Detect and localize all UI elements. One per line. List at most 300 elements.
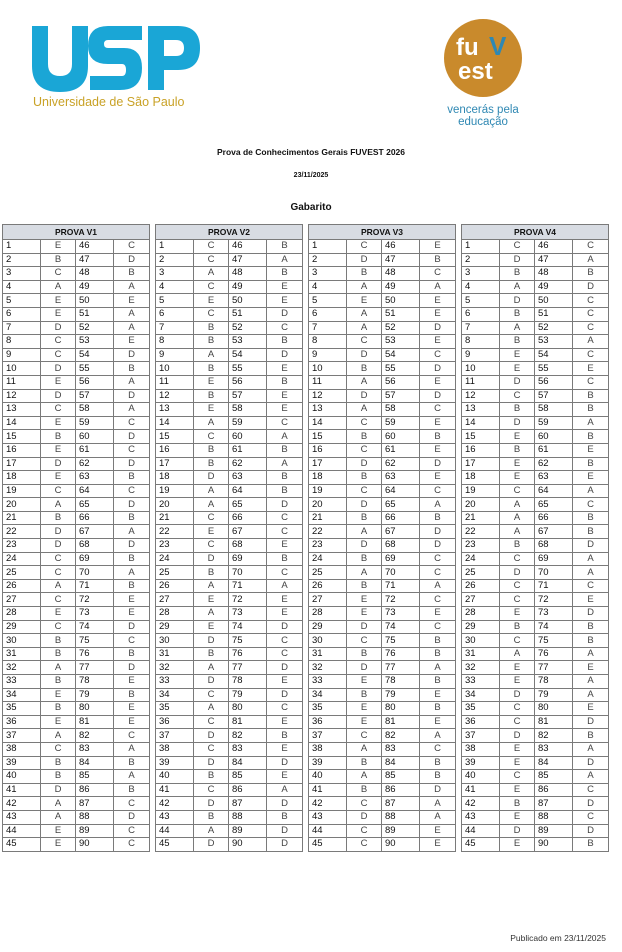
- answer-letter: C: [194, 240, 229, 254]
- question-number: 70: [76, 566, 114, 580]
- question-number: 11: [462, 375, 500, 389]
- question-number: 67: [382, 525, 420, 539]
- table-row: [156, 335, 303, 349]
- question-number: 88: [535, 810, 573, 824]
- question-number: 52: [535, 321, 573, 335]
- answer-letter: C: [573, 240, 609, 254]
- answer-letter: C: [573, 321, 609, 335]
- table-row: [156, 267, 303, 281]
- fuvest-slogan-line1: vencerás pela: [447, 104, 519, 116]
- table-row: [3, 280, 150, 294]
- table-row: [3, 484, 150, 498]
- table-row: [156, 593, 303, 607]
- question-number: 60: [76, 430, 114, 444]
- table-row: [156, 770, 303, 784]
- table-row: [156, 362, 303, 376]
- table-row: [309, 321, 456, 335]
- table-row: [156, 783, 303, 797]
- question-number: 6: [156, 307, 194, 321]
- answer-letter: C: [267, 416, 303, 430]
- question-number: 19: [3, 484, 41, 498]
- question-number: 16: [309, 443, 347, 457]
- question-number: 4: [462, 280, 500, 294]
- question-number: 73: [382, 607, 420, 621]
- question-number: 77: [229, 661, 267, 675]
- question-number: 45: [462, 838, 500, 852]
- table-row: [462, 810, 609, 824]
- question-number: 87: [229, 797, 267, 811]
- answer-letter: D: [347, 661, 382, 675]
- question-number: 53: [76, 335, 114, 349]
- table-row: [3, 457, 150, 471]
- question-number: 56: [76, 375, 114, 389]
- table-row: [3, 579, 150, 593]
- question-number: 63: [382, 471, 420, 485]
- answer-letter: B: [573, 838, 609, 852]
- answer-letter: E: [500, 362, 535, 376]
- answer-letter: C: [420, 484, 456, 498]
- question-number: 69: [229, 552, 267, 566]
- table-row: [462, 620, 609, 634]
- answer-letter: A: [420, 579, 456, 593]
- question-number: 25: [309, 566, 347, 580]
- answer-letter: B: [420, 702, 456, 716]
- table-row: [309, 511, 456, 525]
- question-number: 37: [462, 729, 500, 743]
- table-row: [462, 824, 609, 838]
- question-number: 2: [156, 253, 194, 267]
- question-number: 66: [535, 511, 573, 525]
- answer-letter: C: [420, 593, 456, 607]
- document-heading: Gabarito: [290, 202, 332, 213]
- answer-letter: E: [267, 539, 303, 553]
- answer-letter: D: [347, 498, 382, 512]
- answer-letter: D: [194, 675, 229, 689]
- question-number: 17: [309, 457, 347, 471]
- question-number: 20: [462, 498, 500, 512]
- answer-letter: C: [500, 715, 535, 729]
- answer-letter: A: [194, 348, 229, 362]
- answer-letter: B: [420, 511, 456, 525]
- answer-letter: B: [267, 443, 303, 457]
- table-row: [156, 702, 303, 716]
- answer-letter: C: [41, 484, 76, 498]
- question-number: 67: [76, 525, 114, 539]
- table-row: [462, 566, 609, 580]
- question-number: 86: [76, 783, 114, 797]
- answer-letter: B: [267, 484, 303, 498]
- prova-title: PROVA V3: [309, 225, 456, 240]
- answer-letter: B: [41, 770, 76, 784]
- question-number: 83: [382, 742, 420, 756]
- question-number: 37: [156, 729, 194, 743]
- table-row: [3, 240, 150, 254]
- answer-letter: A: [500, 511, 535, 525]
- table-row: [156, 810, 303, 824]
- table-row: [156, 620, 303, 634]
- question-number: 32: [309, 661, 347, 675]
- answer-letter: D: [420, 783, 456, 797]
- answer-letter: B: [114, 688, 150, 702]
- table-row: [462, 525, 609, 539]
- answer-letter: E: [500, 607, 535, 621]
- table-row: [156, 403, 303, 417]
- answer-letter: A: [347, 280, 382, 294]
- question-number: 48: [229, 267, 267, 281]
- question-number: 89: [382, 824, 420, 838]
- question-number: 24: [309, 552, 347, 566]
- answer-letter: D: [114, 457, 150, 471]
- question-number: 58: [382, 403, 420, 417]
- table-row: [309, 498, 456, 512]
- answer-letter: A: [573, 742, 609, 756]
- answer-letter: D: [347, 389, 382, 403]
- table-row: [462, 240, 609, 254]
- question-number: 59: [229, 416, 267, 430]
- table-row: [156, 742, 303, 756]
- question-number: 40: [309, 770, 347, 784]
- question-number: 72: [229, 593, 267, 607]
- table-row: [462, 416, 609, 430]
- answer-letter: A: [347, 566, 382, 580]
- answer-letter: C: [41, 267, 76, 281]
- table-row: [462, 756, 609, 770]
- question-number: 47: [382, 253, 420, 267]
- answer-letter: A: [573, 484, 609, 498]
- answer-letter: B: [347, 430, 382, 444]
- table-row: [462, 307, 609, 321]
- question-number: 59: [535, 416, 573, 430]
- question-number: 28: [462, 607, 500, 621]
- question-number: 54: [382, 348, 420, 362]
- question-number: 9: [3, 348, 41, 362]
- question-number: 54: [535, 348, 573, 362]
- question-number: 73: [535, 607, 573, 621]
- table-row: [3, 824, 150, 838]
- answer-letter: C: [420, 566, 456, 580]
- answer-letter: A: [420, 661, 456, 675]
- answer-letter: C: [41, 742, 76, 756]
- question-number: 12: [156, 389, 194, 403]
- question-number: 21: [3, 511, 41, 525]
- answer-letter: A: [347, 307, 382, 321]
- question-number: 18: [3, 471, 41, 485]
- answer-letter: C: [267, 525, 303, 539]
- answer-letter: A: [41, 810, 76, 824]
- table-row: [3, 307, 150, 321]
- answer-letter: C: [267, 634, 303, 648]
- answer-letter: C: [114, 729, 150, 743]
- answer-letter: D: [114, 253, 150, 267]
- question-number: 4: [309, 280, 347, 294]
- prova-title: PROVA V1: [3, 225, 150, 240]
- answer-letter: D: [420, 389, 456, 403]
- answer-letter: A: [420, 729, 456, 743]
- answer-letter: E: [500, 471, 535, 485]
- answer-letter: B: [347, 552, 382, 566]
- question-number: 88: [229, 810, 267, 824]
- table-row: [156, 416, 303, 430]
- question-number: 45: [3, 838, 41, 852]
- answer-letter: E: [41, 307, 76, 321]
- question-number: 58: [76, 403, 114, 417]
- question-number: 72: [76, 593, 114, 607]
- question-number: 52: [229, 321, 267, 335]
- question-number: 14: [156, 416, 194, 430]
- answer-letter: A: [347, 403, 382, 417]
- answer-letter: B: [347, 267, 382, 281]
- question-number: 9: [462, 348, 500, 362]
- usp-subtitle: Universidade de São Paulo: [33, 95, 185, 109]
- answer-letter: D: [347, 348, 382, 362]
- answer-letter: E: [194, 620, 229, 634]
- table-row: [156, 253, 303, 267]
- answer-letter: D: [41, 783, 76, 797]
- table-row: [3, 607, 150, 621]
- table-row: [156, 715, 303, 729]
- answer-letter: E: [420, 307, 456, 321]
- question-number: 34: [309, 688, 347, 702]
- answer-letter: C: [114, 416, 150, 430]
- answer-letter: E: [267, 280, 303, 294]
- answer-letter: D: [420, 457, 456, 471]
- question-number: 19: [156, 484, 194, 498]
- question-number: 80: [76, 702, 114, 716]
- question-number: 40: [156, 770, 194, 784]
- question-number: 66: [382, 511, 420, 525]
- question-number: 90: [535, 838, 573, 852]
- question-number: 10: [309, 362, 347, 376]
- question-number: 10: [156, 362, 194, 376]
- question-number: 1: [309, 240, 347, 254]
- answer-letter: A: [194, 702, 229, 716]
- question-number: 90: [382, 838, 420, 852]
- question-number: 7: [156, 321, 194, 335]
- table-row: [156, 729, 303, 743]
- table-row: [462, 267, 609, 281]
- answer-letter: B: [114, 267, 150, 281]
- question-number: 83: [535, 742, 573, 756]
- table-row: [309, 838, 456, 852]
- answer-letter: B: [573, 267, 609, 281]
- question-number: 87: [76, 797, 114, 811]
- table-row: [3, 430, 150, 444]
- table-row: [462, 294, 609, 308]
- answer-letter: E: [114, 335, 150, 349]
- answer-letter: B: [114, 579, 150, 593]
- question-number: 74: [382, 620, 420, 634]
- answer-letter: E: [114, 607, 150, 621]
- question-number: 59: [76, 416, 114, 430]
- table-row: [156, 797, 303, 811]
- answer-letter: C: [573, 348, 609, 362]
- answer-letter: B: [114, 362, 150, 376]
- answer-letter: E: [267, 593, 303, 607]
- table-row: [309, 280, 456, 294]
- answer-letter: C: [573, 307, 609, 321]
- table-row: [3, 810, 150, 824]
- question-number: 40: [3, 770, 41, 784]
- answer-letter: A: [267, 457, 303, 471]
- answer-letter: E: [347, 607, 382, 621]
- answer-letter: C: [347, 797, 382, 811]
- answer-letter: D: [500, 375, 535, 389]
- table-row: [3, 362, 150, 376]
- question-number: 43: [3, 810, 41, 824]
- answer-letter: C: [114, 484, 150, 498]
- answer-letter: E: [500, 810, 535, 824]
- svg-text:est: est: [458, 58, 493, 85]
- answer-letter: B: [500, 307, 535, 321]
- question-number: 5: [309, 294, 347, 308]
- answer-letter: A: [194, 607, 229, 621]
- question-number: 55: [229, 362, 267, 376]
- table-row: [309, 607, 456, 621]
- answer-letter: B: [194, 647, 229, 661]
- table-row: [3, 498, 150, 512]
- table-row: [309, 579, 456, 593]
- table-row: [3, 267, 150, 281]
- question-number: 55: [76, 362, 114, 376]
- question-number: 88: [76, 810, 114, 824]
- answer-letter: B: [347, 756, 382, 770]
- table-row: [156, 647, 303, 661]
- answer-letter: C: [41, 593, 76, 607]
- answer-letter: D: [114, 389, 150, 403]
- question-number: 76: [535, 647, 573, 661]
- answer-letter: D: [41, 457, 76, 471]
- answer-letter: D: [194, 838, 229, 852]
- answer-letter: E: [420, 471, 456, 485]
- answer-letter: A: [347, 375, 382, 389]
- question-number: 79: [76, 688, 114, 702]
- question-number: 31: [309, 647, 347, 661]
- question-number: 44: [156, 824, 194, 838]
- question-number: 5: [156, 294, 194, 308]
- table-row: [462, 389, 609, 403]
- answer-letter: A: [500, 498, 535, 512]
- question-number: 82: [229, 729, 267, 743]
- table-row: [462, 511, 609, 525]
- svg-text:fu: fu: [456, 34, 479, 61]
- answer-letter: E: [500, 675, 535, 689]
- answer-letter: B: [573, 457, 609, 471]
- answer-letter: B: [114, 471, 150, 485]
- answer-letter: C: [347, 824, 382, 838]
- answer-letter: E: [267, 607, 303, 621]
- answer-letter: E: [500, 756, 535, 770]
- question-number: 49: [76, 280, 114, 294]
- question-number: 71: [229, 579, 267, 593]
- question-number: 5: [462, 294, 500, 308]
- answer-letter: D: [500, 566, 535, 580]
- answer-letter: E: [573, 593, 609, 607]
- question-number: 78: [229, 675, 267, 689]
- answer-letter: D: [267, 661, 303, 675]
- table-row: [309, 770, 456, 784]
- answer-letter: A: [114, 566, 150, 580]
- answer-letter: E: [347, 675, 382, 689]
- answer-letter: B: [420, 756, 456, 770]
- table-row: [462, 335, 609, 349]
- question-number: 23: [462, 539, 500, 553]
- question-number: 8: [462, 335, 500, 349]
- table-row: [462, 457, 609, 471]
- answer-letter: B: [420, 675, 456, 689]
- answer-letter: C: [267, 511, 303, 525]
- answer-letter: E: [500, 457, 535, 471]
- question-number: 63: [229, 471, 267, 485]
- answer-letter: B: [347, 688, 382, 702]
- question-number: 22: [309, 525, 347, 539]
- question-number: 46: [382, 240, 420, 254]
- question-number: 71: [76, 579, 114, 593]
- answer-letter: B: [41, 702, 76, 716]
- table-row: [3, 756, 150, 770]
- answer-letter: D: [194, 756, 229, 770]
- answer-letter: C: [420, 267, 456, 281]
- answer-letter: E: [267, 715, 303, 729]
- table-row: [156, 688, 303, 702]
- answer-letter: A: [194, 484, 229, 498]
- table-row: [309, 416, 456, 430]
- answer-letter: D: [573, 756, 609, 770]
- table-row: [156, 321, 303, 335]
- question-number: 41: [156, 783, 194, 797]
- question-number: 64: [76, 484, 114, 498]
- answer-letter: E: [500, 783, 535, 797]
- question-number: 24: [462, 552, 500, 566]
- answer-letter: A: [500, 280, 535, 294]
- answer-letter: A: [114, 375, 150, 389]
- answer-letter: B: [267, 240, 303, 254]
- question-number: 54: [229, 348, 267, 362]
- table-row: [3, 647, 150, 661]
- answer-letter: E: [267, 294, 303, 308]
- question-number: 30: [462, 634, 500, 648]
- answer-letter: C: [347, 634, 382, 648]
- question-number: 85: [382, 770, 420, 784]
- question-number: 35: [156, 702, 194, 716]
- question-number: 48: [535, 267, 573, 281]
- table-row: [309, 715, 456, 729]
- question-number: 11: [3, 375, 41, 389]
- answer-letter: D: [114, 498, 150, 512]
- question-number: 5: [3, 294, 41, 308]
- question-number: 19: [462, 484, 500, 498]
- answer-letter: A: [573, 688, 609, 702]
- answer-letter: C: [573, 375, 609, 389]
- question-number: 81: [229, 715, 267, 729]
- question-number: 34: [462, 688, 500, 702]
- answer-letter: C: [347, 240, 382, 254]
- answer-letter: C: [500, 702, 535, 716]
- answer-letter: C: [194, 539, 229, 553]
- question-number: 67: [535, 525, 573, 539]
- answer-letter: D: [267, 620, 303, 634]
- question-number: 4: [156, 280, 194, 294]
- table-row: [156, 539, 303, 553]
- prova-v4-table: [461, 224, 609, 852]
- table-row: [462, 253, 609, 267]
- question-number: 72: [535, 593, 573, 607]
- question-number: 49: [535, 280, 573, 294]
- answer-letter: B: [194, 810, 229, 824]
- table-row: [309, 661, 456, 675]
- table-row: [309, 634, 456, 648]
- answer-letter: D: [347, 620, 382, 634]
- table-row: [156, 511, 303, 525]
